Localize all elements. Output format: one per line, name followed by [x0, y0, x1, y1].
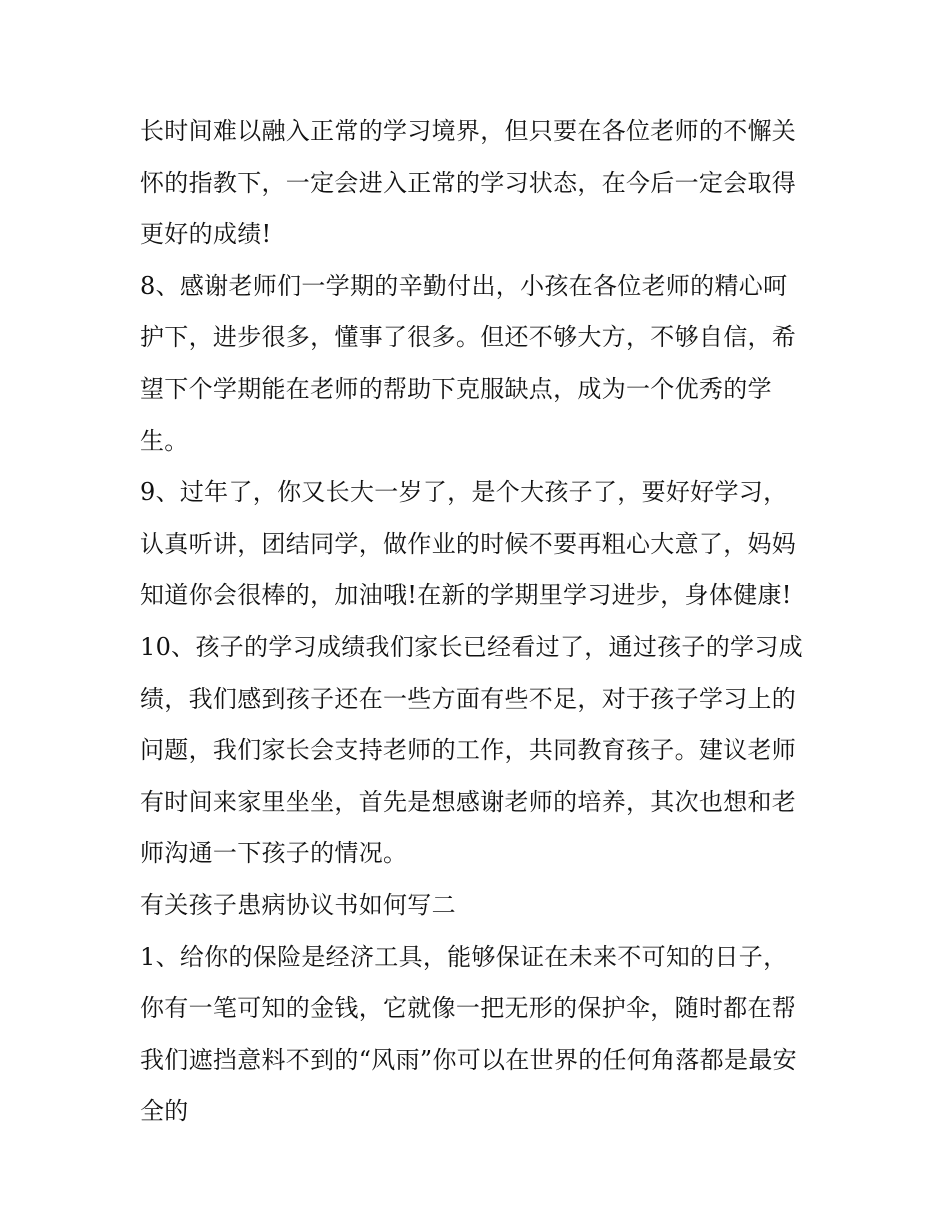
text-line: 绩，我们感到孩子还在一些方面有些不足，对于孩子学习上的: [140, 684, 797, 713]
text-line: 怀的指教下，一定会进入正常的学习状态，在今后一定会取得: [140, 168, 797, 197]
text-line: 生。: [140, 426, 189, 455]
text-line: 长时间难以融入正常的学习境界，但只要在各位老师的不懈关: [140, 117, 797, 145]
text-line: 望下个学期能在老师的帮助下克服缺点，成为一个优秀的学: [140, 374, 772, 403]
text-line: 你有一笔可知的金钱，它就像一把无形的保护伞，随时都在帮: [140, 994, 797, 1023]
text-line: 认真听讲，团结同学，做作业的时候不要再粗心大意了，妈妈: [140, 529, 797, 558]
text-line: 10、孩子的学习成绩我们家长已经看过了，通过孩子的学习成: [140, 632, 803, 661]
text-line: 师沟通一下孩子的情况。: [140, 839, 408, 868]
section-heading: 有关孩子患病协议书如何写二: [140, 890, 456, 919]
text-line: 护下，进步很多，懂事了很多。但还不够大方，不够自信，希: [140, 323, 797, 352]
text-line: 9、过年了，你又长大一岁了，是个大孩子了，要好好学习，: [140, 478, 788, 507]
text-line: 有时间来家里坐坐，首先是想感谢老师的培养，其次也想和老: [140, 787, 797, 816]
text-line: 1、给你的保险是经济工具，能够保证在未来不可知的日子，: [140, 942, 788, 971]
text-line: 8、感谢老师们一学期的辛勤付出，小孩在各位老师的精心呵: [140, 271, 788, 300]
document-body: [140, 106, 820, 1138]
text-line: 我们遮挡意料不到的“风雨”你可以在世界的任何角落都是最安: [140, 1045, 797, 1074]
text-line: 更好的成绩!: [140, 220, 272, 249]
text-line: 全的: [140, 1097, 189, 1126]
text-line: 问题，我们家长会支持老师的工作，共同教育孩子。建议老师: [140, 736, 797, 765]
text-line: 知道你会很棒的，加油哦!在新的学期里学习进步，身体健康!: [140, 581, 792, 610]
